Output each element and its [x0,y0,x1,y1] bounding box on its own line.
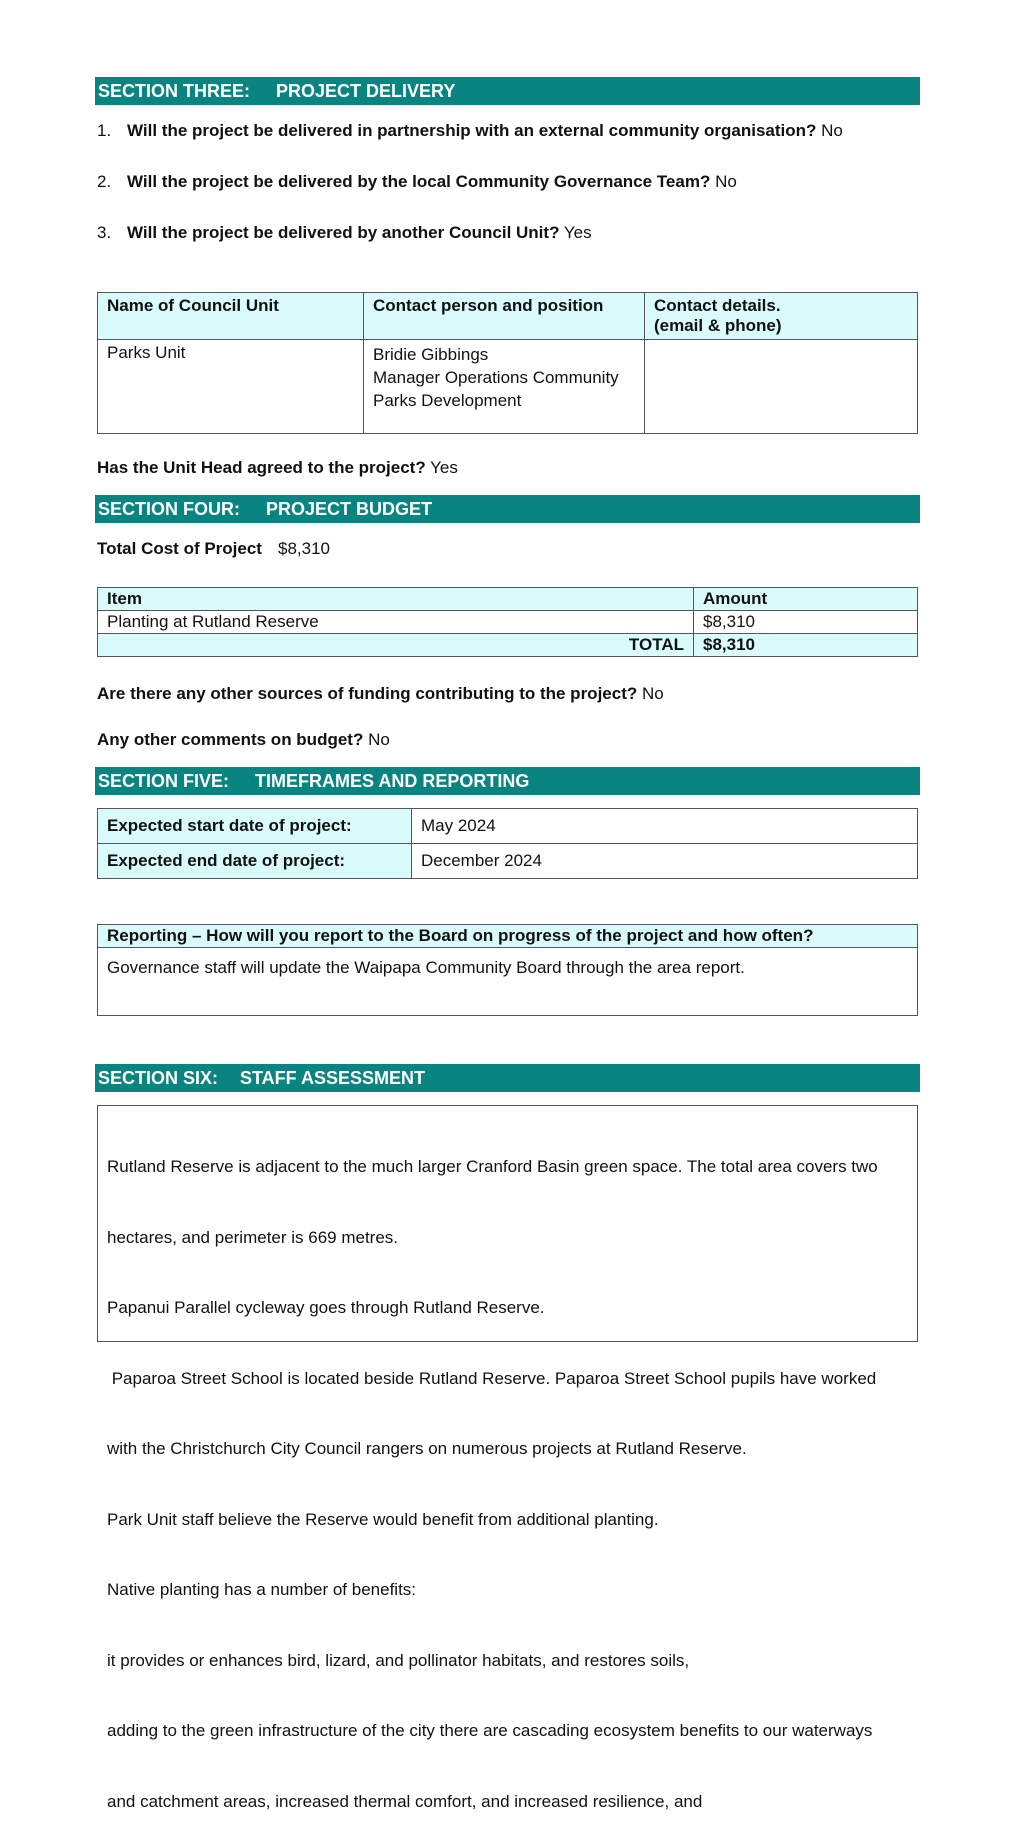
contact-line: Parks Development [373,391,522,410]
section-three-header [95,77,920,105]
other-funding-answer: No [641,684,664,703]
question-number: 1. [97,121,112,140]
contact-details-line1: Contact details. [654,296,781,315]
section-label: SECTION FIVE: [98,771,230,791]
end-date-label: Expected end date of project: [98,844,412,879]
section-label: SECTION FOUR: [98,499,240,519]
other-comments-q: Any other comments on budget? [97,730,364,749]
council-unit-table [97,292,918,434]
assessment-line: Native planting has a number of benefits: [107,1580,417,1599]
section-four-header [95,495,920,523]
question-text: Will the project be delivered in partnership with an external community organisation? [127,121,817,140]
total-cost [97,539,330,559]
question-answer: Yes [563,223,592,242]
reporting-header: Reporting – How will you report to the Board on progress of the project and how often? [98,925,918,948]
total-label: TOTAL [98,634,694,657]
reporting-text: Governance staff will update the Waipapa Community Board through the area report. [98,948,918,1016]
question-1 [97,121,843,141]
reporting-table [97,924,918,1016]
section-label: SECTION THREE: [98,81,251,101]
col-contact-details [645,293,918,340]
other-comments-answer: No [368,730,390,749]
contact-details-line2: (email & phone) [654,316,782,335]
col-unit-name: Name of Council Unit [98,293,364,340]
assessment-line: and catchment areas, increased thermal comfort, and increased resilience, and [107,1791,703,1811]
other-funding-question [97,684,664,704]
section-title: STAFF ASSESSMENT [240,1068,426,1088]
staff-assessment-box [97,1105,918,1811]
question-3 [97,223,592,243]
assessment-line: Paparoa Street School is located beside Rutland Reserve. Paparoa Street School pupils have worked [107,1368,877,1388]
budget-amount: $8,310 [694,611,918,634]
unit-head-q: Has the Unit Head agreed to the project? [97,458,426,477]
question-text: Will the project be delivered by the local Community Governance Team? [127,172,711,191]
total-value: $8,310 [694,634,918,657]
question-text: Will the project be delivered by another Council Unit? [127,223,560,242]
unit-name-cell: Parks Unit [98,340,364,434]
question-answer: No [715,172,737,191]
contact-line: Bridie Gibbings [373,345,489,364]
timeframe-table [97,808,918,879]
section-title: PROJECT DELIVERY [276,81,456,101]
section-five-header [95,767,920,795]
total-cost-label: Total Cost of Project [97,539,262,558]
start-date-label: Expected start date of project: [98,809,412,844]
question-number: 3. [97,223,112,242]
section-label: SECTION SIX: [98,1068,219,1088]
col-contact-person: Contact person and position [364,293,645,340]
total-cost-value: $8,310 [277,539,330,558]
col-amount: Amount [694,588,918,611]
question-answer: No [821,121,843,140]
question-2 [97,172,737,192]
contact-line: Manager Operations Community [373,368,619,387]
question-number: 2. [97,172,112,191]
contact-details-cell [645,340,918,434]
unit-head-answer: Yes [430,458,458,477]
unit-head-question [97,458,458,478]
assessment-line: adding to the green infrastructure of the city there are cascading ecosystem benefits to our waterways [107,1721,873,1740]
other-comments-question [97,730,390,750]
col-item: Item [98,588,694,611]
start-date-value: May 2024 [412,809,918,844]
end-date-value: December 2024 [412,844,918,879]
section-title: TIMEFRAMES AND REPORTING [255,771,530,791]
budget-table [97,587,918,657]
assessment-line: hectares, and perimeter is 669 metres. [107,1227,399,1247]
assessment-line: Papanui Parallel cycleway goes through Rutland Reserve. [107,1298,545,1317]
budget-item: Planting at Rutland Reserve [98,611,694,634]
assessment-line: with the Christchurch City Council rangers on numerous projects at Rutland Reserve. [107,1439,747,1458]
other-funding-q: Are there any other sources of funding contributing to the project? [97,684,638,703]
assessment-line: Rutland Reserve is adjacent to the much larger Cranford Basin green space. The total area covers two [107,1157,878,1176]
assessment-line: Park Unit staff believe the Reserve would benefit from additional planting. [107,1509,659,1529]
assessment-line: it provides or enhances bird, lizard, and pollinator habitats, and restores soils, [107,1650,690,1670]
section-title: PROJECT BUDGET [266,499,433,519]
contact-person-cell [364,340,645,434]
section-six-header [95,1064,920,1092]
